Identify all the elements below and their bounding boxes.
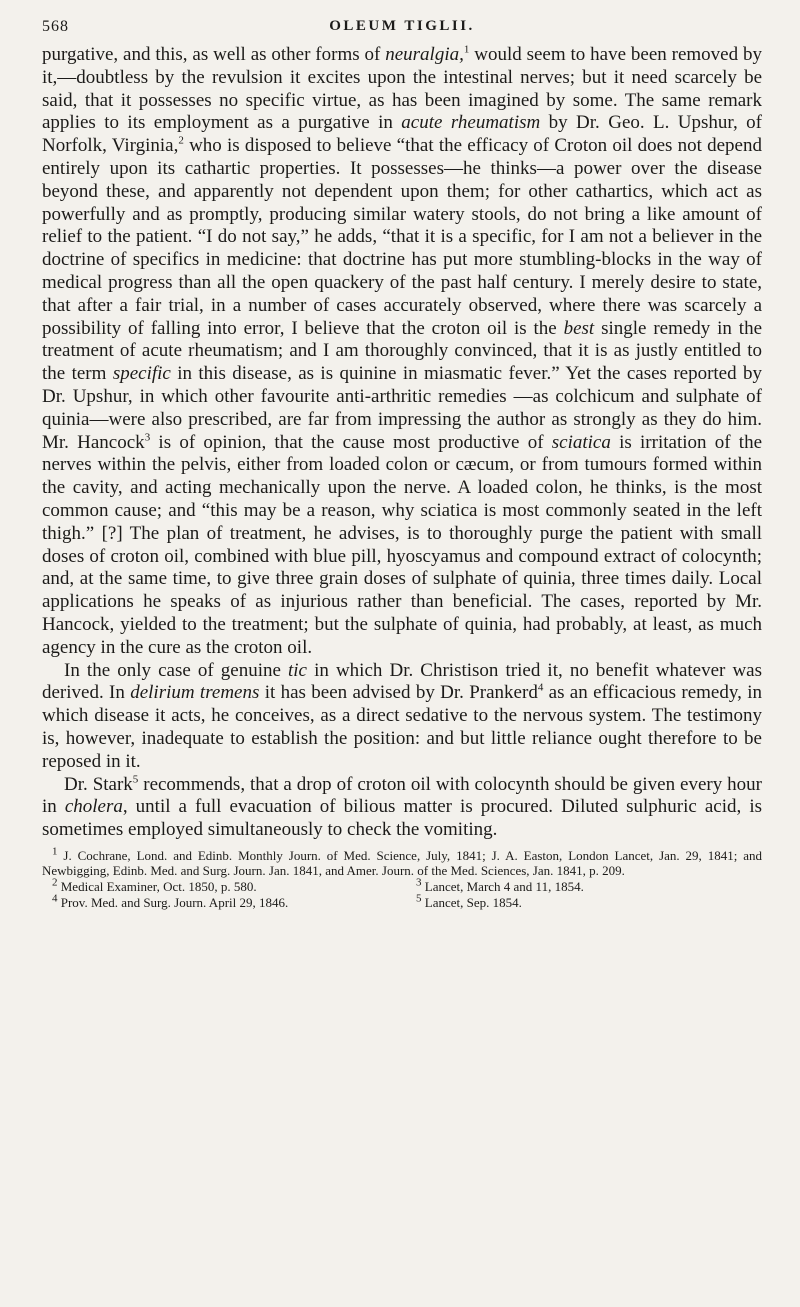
text-run: single remedy in the treatment of acute rheumatism; and I am thoroughly convinced, that it is as justly entitled to the term bbox=[42, 317, 763, 385]
running-title: OLEUM TIGLII. bbox=[329, 18, 475, 34]
footnote-4 bbox=[42, 892, 388, 911]
footnote-text: Lancet, Sep. 1854. bbox=[421, 894, 522, 910]
page-header bbox=[42, 14, 762, 44]
footnote-5 bbox=[388, 892, 762, 911]
emphasis: tic bbox=[288, 659, 307, 681]
text-run: as an efficacious remedy, in which disease it acts, he conceives, as a direct sedative to the nervous system. The testimony is, however, inadequate to establish the position: and but little reliance ought therefore to be reposed in it. bbox=[42, 682, 762, 772]
footnote-text: Prov. Med. and Surg. Journ. April 29, 1846. bbox=[57, 894, 289, 910]
text-run: is of opinion, that the cause most productive of bbox=[150, 431, 552, 453]
emphasis: cholera bbox=[64, 796, 123, 818]
footnote-text: J. Cochrane, Lond. and Edinb. Monthly Journ. of Med. Science, July, 1841; J. A. Easton, London Lancet, Jan. 29, 1841; and Newbigging, Edinb. Med. and Surg. Journ. Jan. 1841, and Amer. Journ. of the Med. Sciences, Jan. 1841, p. 209. bbox=[42, 847, 762, 879]
footnote-3 bbox=[388, 876, 762, 895]
emphasis: delirium tremens bbox=[130, 682, 260, 704]
text-run: , until a full evacuation of bilious matter is procured. Diluted sulphuric acid, is sometimes employed simultaneously to check the vomiting. bbox=[42, 796, 762, 841]
footnote-number: 4 bbox=[52, 892, 58, 905]
footnote-number: 5 bbox=[416, 892, 422, 905]
text-run: by Dr. Geo. L. Upshur, of Norfolk, Virginia, bbox=[42, 112, 762, 157]
text-run: In the only case of genuine bbox=[64, 659, 288, 681]
emphasis: sciatica bbox=[551, 431, 611, 453]
footnote-number: 2 bbox=[52, 876, 58, 889]
footnote-number: 1 bbox=[52, 845, 58, 858]
text-run: who is disposed to believe “that the efficacy of Croton oil does not depend entirely upon its cathartic properties. It possesses—he thinks—a power over the disease beyond these, and apparently not dependent upon them; for other cathartics, which act as powerfully and as promptly, producing similar watery stools, do not bring a like amount of relief to the patient. “I do not say,” he adds, “that it is a specific, for I am not a believer in the doctrine of specifics in medicine: that doctrine has put more stumbling-blocks in the way of medical progress than all the open quackery of the past half century. I merely desire to state, that after a fair trial, in a number of cases accurately observed, where there was scarcely a possibility of falling into error, I believe that the croton oil is the bbox=[42, 135, 762, 339]
emphasis: best bbox=[563, 317, 595, 339]
footnote-text: Lancet, March 4 and 11, 1854. bbox=[421, 879, 584, 895]
footnote-ref: 5 bbox=[132, 773, 139, 786]
footnote-ref: 2 bbox=[178, 134, 184, 147]
text-run: purgative, and this, as well as other forms of bbox=[42, 44, 386, 65]
text-run: in which Dr. Christison tried it, no benefit whatever was derived. In bbox=[42, 659, 762, 704]
emphasis: specific bbox=[112, 363, 171, 385]
footnote-ref: 3 bbox=[144, 431, 151, 444]
footnote-2 bbox=[42, 876, 388, 895]
text-run: Dr. Stark bbox=[64, 773, 133, 795]
paragraph-3 bbox=[42, 774, 762, 842]
emphasis: neuralgia, bbox=[385, 44, 464, 65]
text-run: recommends, that a drop of croton oil with colocynth should be given every hour in bbox=[42, 773, 762, 818]
text-run: it has been advised by Dr. Prankerd bbox=[259, 682, 538, 704]
body-text bbox=[42, 44, 762, 842]
paragraph-1 bbox=[42, 44, 762, 660]
footnote-row bbox=[42, 876, 762, 895]
text-run: is irritation of the nerves within the pelvis, either from loaded colon or cæcum, or from tumours formed within the cavity, and acting mechanically upon the nerve. A loaded colon, he thinks, is the most common cause; and “this may be a reason, why sciatica is most commonly seated in the left thigh.” [?] The plan of treatment, he advises, is to thoroughly purge the patient with small doses of croton oil, combined with blue pill, hyoscyamus and compound extract of colocynth; and, at the same time, to give three grain doses of sulphate of quinia, three times daily. Local applications he speaks of as injurious rather than beneficial. The cases, reported by Mr. Hancock, yielded to the treatment; but the sulphate of quinia, had probably, at least, as much agency in the cure as the croton oil. bbox=[42, 431, 763, 658]
text-run: in this disease, as is quinine in miasmatic fever.” Yet the cases reported by Dr. Upshur, in which other favourite anti-arthritic remedies —as colchicum and sulphate of quinia—were also prescribed, are far from impressing the author as strongly as they do him. Mr. Hancock bbox=[42, 363, 763, 453]
paragraph-2 bbox=[42, 660, 762, 774]
footnote-ref: 1 bbox=[463, 43, 470, 56]
footnotes bbox=[42, 845, 762, 910]
page-number: 568 bbox=[42, 18, 69, 35]
footnote-ref: 4 bbox=[537, 681, 544, 694]
footnote-number: 3 bbox=[416, 876, 422, 889]
text-run: would seem to have been removed by it,—doubtless by the revulsion it excites upon the intestinal nerves; but it need scarcely be said, that it possesses no specific virtue, as has been imagined by some. The same remark applies to its employment as a purgative in bbox=[42, 44, 762, 134]
footnote-text: Medical Examiner, Oct. 1850, p. 580. bbox=[57, 879, 257, 895]
emphasis: acute rheumatism bbox=[401, 112, 541, 134]
footnote-row bbox=[42, 892, 762, 911]
footnote-1 bbox=[42, 845, 762, 879]
